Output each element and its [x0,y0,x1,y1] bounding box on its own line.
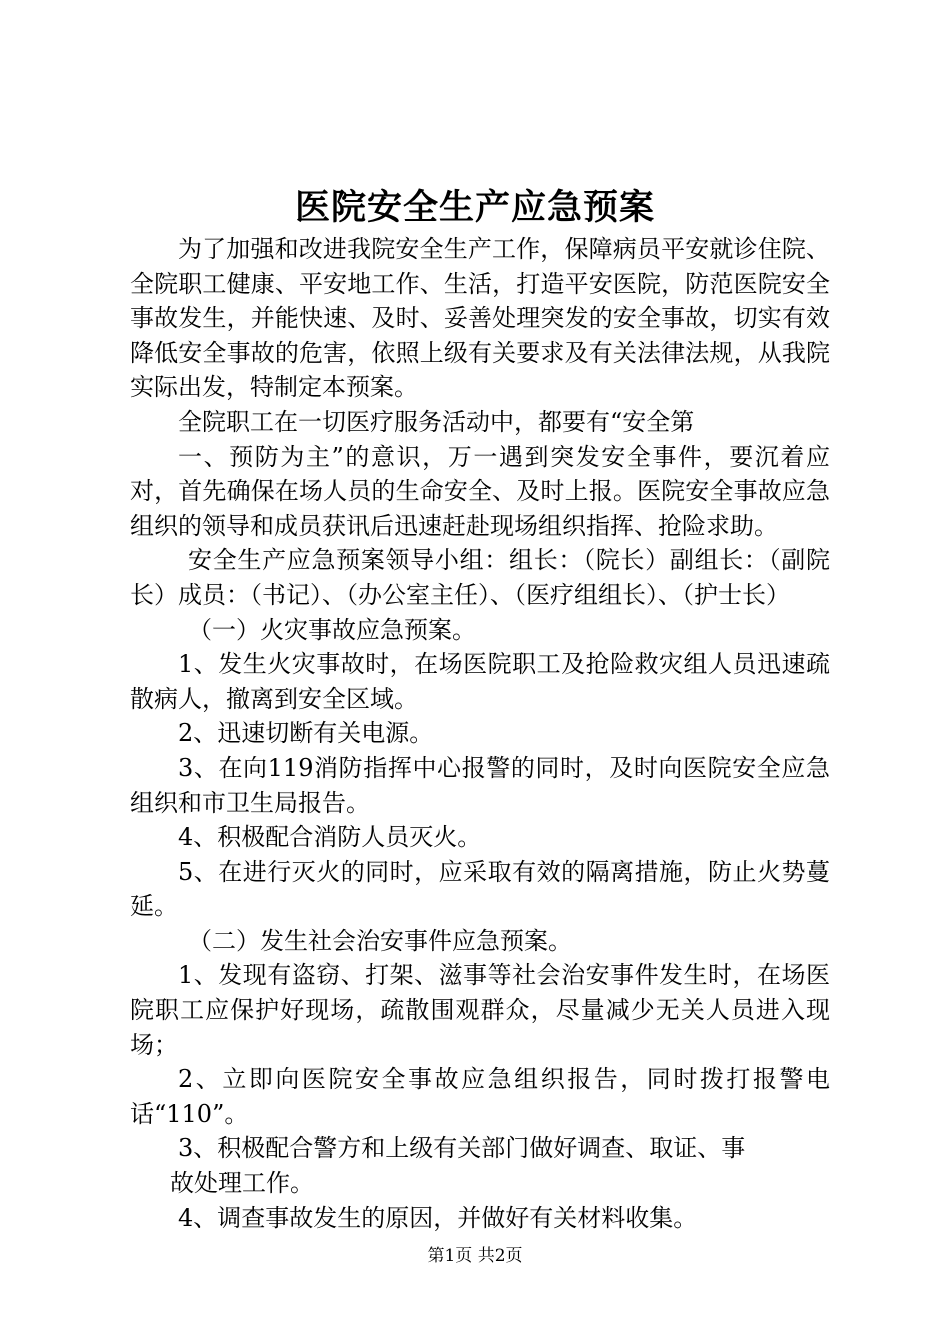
document-title: 医院安全生产应急预案 [294,187,655,228]
list-item-security-3-cont: 故处理工作。 [170,1169,314,1198]
section-heading-public-security: （二）发生社会治安事件应急预案。 [188,926,572,955]
paragraph-safety-awareness-start: 全院职工在一切医疗服务活动中，都要有“安全第 [178,407,695,436]
list-item-fire-4: 4、积极配合消防人员灭火。 [178,823,482,852]
list-item-security-1: 1、发现有盗窃、打架、滋事等社会治安事件发生时，在场医院职工应保护好现场，疏散围观群众，尽量减少无关人员进入现场； [130,961,830,1059]
page-number-footer: 第1页 共2页 [427,1246,523,1266]
paragraph-leadership-group: 安全生产应急预案领导小组：组长：（院长）副组长：（副院长）成员：（书记）、（办公室主任）、（医疗组组长）、（护士长） [130,546,830,609]
section-heading-fire: （一）火灾事故应急预案。 [188,615,476,644]
list-item-fire-2: 2、迅速切断有关电源。 [178,719,434,748]
list-item-security-3: 3、积极配合警方和上级有关部门做好调查、取证、事 [178,1134,746,1163]
list-item-fire-1: 1、发生火灾事故时，在场医院职工及抢险救灾组人员迅速疏散病人，撤离到安全区域。 [130,650,830,713]
list-item-security-4: 4、调查事故发生的原因，并做好有关材料收集。 [178,1203,698,1232]
document-body [130,232,830,1235]
paragraph-safety-awareness-cont: 一、预防为主”的意识，万一遇到突发安全事件，要沉着应对，首先确保在场人员的生命安全、及时上报。医院安全事故应急组织的领导和成员获讯后迅速赶赴现场组织指挥、抢险求助。 [130,442,830,540]
list-item-fire-3: 3、在向119消防指挥中心报警的同时，及时向医院安全应急组织和市卫生局报告。 [130,753,830,817]
list-item-security-2: 2、立即向医院安全事故应急组织报告，同时拨打报警电话“110”。 [130,1065,830,1128]
paragraph-intro: 为了加强和改进我院安全生产工作，保障病员平安就诊住院、全院职工健康、平安地工作、生活，打造平安医院，防范医院安全事故发生，并能快速、及时、妥善处理突发的安全事故，切实有效降低安全事故的危害，依照上级有关要求及有关法律法规，从我院实际出发，特制定本预案。 [130,235,830,402]
list-item-fire-5: 5、在进行灭火的同时，应采取有效的隔离措施，防止火势蔓延。 [130,857,830,921]
